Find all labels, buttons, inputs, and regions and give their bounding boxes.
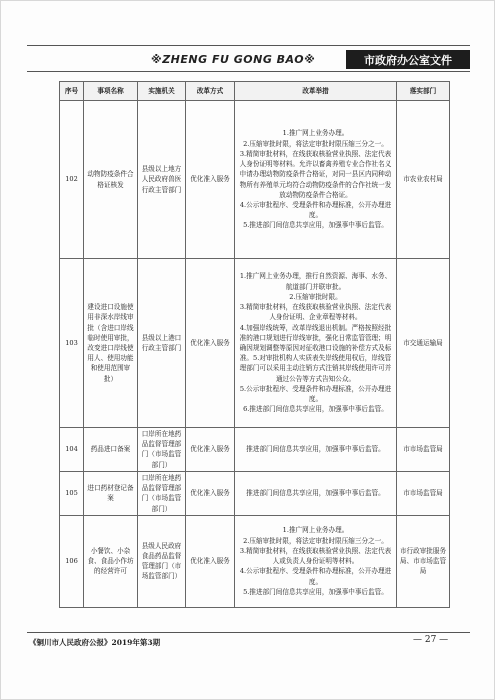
measure-line: 1.推广网上业务办理。	[282, 526, 349, 535]
measure-line: 2.压缩审批时限。	[289, 292, 342, 301]
col-header-dept: 落实部门	[397, 82, 450, 101]
cell-item: 进口药材登记备案	[84, 471, 138, 515]
cell-agency: 口岸所在地药品监督管理部门（市场监管部门）	[138, 471, 186, 515]
publication-name: 《铜川市人民政府公报》2019年第3期	[29, 638, 161, 647]
cell-no: 105	[60, 471, 84, 515]
header-rule-bottom	[27, 71, 470, 72]
col-header-method: 改革方式	[186, 82, 235, 101]
measure-line: 1.推广网上业务办理。	[282, 129, 349, 138]
measure-line: 3.精简审批材料，在线获取核验营业执照、法定代表人或负责人身份证明等材料。	[239, 546, 392, 566]
reform-table	[59, 81, 450, 608]
cell-method: 优化准入服务	[186, 259, 235, 428]
header-rule-top	[27, 45, 470, 46]
measure-line: 5.推进部门间信息共享应用，加强事中事后监管。	[243, 587, 388, 596]
cell-dept: 市农业农村局	[397, 101, 450, 259]
col-header-agency: 实施机关	[138, 82, 186, 101]
cell-measures	[235, 259, 397, 428]
table-header-row	[60, 82, 450, 101]
cell-measures	[235, 428, 397, 472]
cell-measures	[235, 471, 397, 515]
measure-line: 5.公示审批程序、受理条件和办理标准，公开办理进度。	[239, 384, 392, 404]
cell-dept: 市交通运输局	[397, 259, 450, 428]
page-number: — 27 —	[413, 635, 449, 645]
cell-dept: 市市场监管局	[397, 428, 450, 472]
col-header-no: 序号	[60, 82, 84, 101]
cell-dept: 市市场监管局	[397, 471, 450, 515]
cell-method: 优化准入服务	[186, 101, 235, 259]
cell-item: 动物防疫条件合格证核发	[84, 101, 138, 259]
table-row	[60, 101, 450, 259]
measure-line: 5.推进部门间信息共享应用，加强事中事后监管。	[243, 221, 388, 230]
footer-rule	[27, 632, 470, 633]
col-header-measures: 改革举措	[235, 82, 397, 101]
cell-item: 小餐饮、小杂食、食品小作坊的经营许可	[84, 515, 138, 607]
header-title: ※ZHENG FU GONG BAO※	[151, 53, 316, 66]
cell-dept: 市行政审批服务局、市市场监管局	[397, 515, 450, 607]
cell-method: 优化准入服务	[186, 515, 235, 607]
cell-no: 104	[60, 428, 84, 472]
measure-line: 6.推进部门间信息共享应用，加强事中事后监管。	[243, 405, 388, 414]
cell-item: 药品进口备案	[84, 428, 138, 472]
cell-agency: 县级以上港口行政主管部门	[138, 259, 186, 428]
section-badge: 市政府办公室文件	[346, 50, 470, 69]
measure-line: 1.推广网上业务办理，推行自然资源、海事、水务、航道部门并联审批。	[239, 272, 392, 291]
measure-line: 4.加强岸线统筹，改革岸线退出机制。严格按照经批准的港口规划进行岸线审批，强化日常监管管理；明确因规划调整等原因对征收港口设施的补偿方式及标准。5.对审批机构人实质表失岸线使用权后，岸线管理部门可以采用主动注销方式注销其岸线使用许可并通过公告等方式告知公众。	[239, 323, 392, 383]
col-header-item: 事项名称	[84, 82, 138, 101]
measure-line: 4.公示审批程序、受理条件和办理标准，公开办理进度。	[239, 567, 392, 586]
cell-no: 106	[60, 515, 84, 607]
table-row	[60, 471, 450, 515]
cell-measures	[235, 101, 397, 259]
measure-line: 推进部门间信息共享应用，加强事中事后监管。	[246, 489, 385, 498]
measure-line: 2.压缩审批时限，将法定审批时限压缩三分之一。	[243, 536, 388, 545]
cell-method: 优化准入服务	[186, 428, 235, 472]
cell-item: 建设进口设施使用非深水岸线审批（含进口岸线临时使用审批，改变进口岸线使用人、使用功能和使用范围审批）	[84, 259, 138, 428]
cell-method: 优化准入服务	[186, 471, 235, 515]
cell-no: 103	[60, 259, 84, 428]
measure-line: 3.精简审批材料，在线获取核验营业执照、法定代表人身份证明、企业章程等材料。	[239, 303, 392, 322]
cell-no: 102	[60, 101, 84, 259]
table-row	[60, 259, 450, 428]
measure-line: 3.精简审批材料，在线获取核验营业执照、法定代表人身份证明等材料。允许以畜禽养殖专业合作社名义申请办理动物防疫条件合格证，对同一县区内同种动物所有养殖单元均符合动物防疫条件的合作社统一发放动物防疫条件合格证。	[239, 149, 392, 199]
measure-line: 4.公示审批程序、受理条件和办理标准，公开办理进度。	[239, 200, 392, 220]
measure-line: 推进部门间信息共享应用，加强事中事后监管。	[246, 445, 385, 454]
table-row	[60, 515, 450, 607]
cell-measures	[235, 515, 397, 607]
cell-agency: 县级以上地方人民政府兽医行政主管部门	[138, 101, 186, 259]
table-row	[60, 428, 450, 472]
cell-agency: 县级人民政府食品药品监督管理部门（市场监管部门）	[138, 515, 186, 607]
measure-line: 2.压缩审批时限，将法定审批时限压缩三分之一。	[243, 139, 388, 148]
cell-agency: 口岸所在地药品监督管理部门（市场监管部门）	[138, 428, 186, 472]
